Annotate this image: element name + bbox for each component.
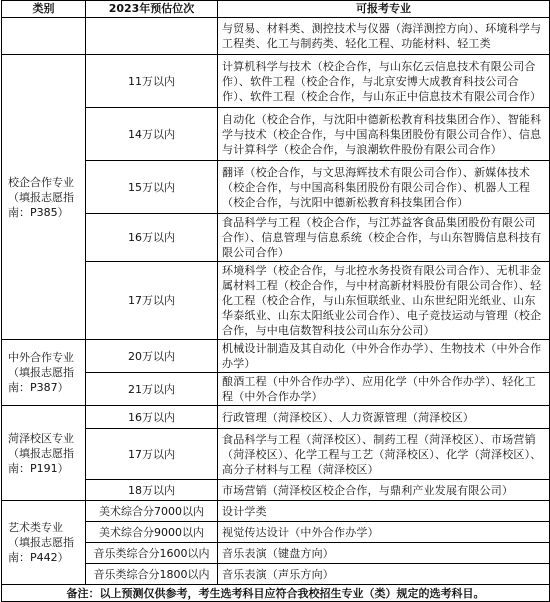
category-cell-school-enterprise: 校企合作专业（填报志愿指南：P385） (2, 55, 86, 340)
majors-cell: 食品科学与工程（校企合作，与江苏益客食品集团股份有限公司合作）、信息管理与信息系统（校企合作，与山东智腾信息科技有限公司合作） (218, 214, 550, 262)
majors-cell: 音乐表演（声乐方向） (218, 564, 550, 585)
majors-cell: 视觉传达设计（中外合作办学） (218, 522, 550, 543)
table-row (2, 340, 550, 373)
category-cell-heze: 菏泽校区专业（填报志愿指南：P191） (2, 406, 86, 501)
table-row (2, 406, 550, 429)
rank-cell: 美术综合分9000以内 (86, 522, 218, 543)
majors-cell: 设计学类 (218, 501, 550, 522)
majors-cell: 市场营销（菏泽校区校企合作，与鼎利产业发展有限公司） (218, 480, 550, 501)
table-row (2, 501, 550, 522)
majors-cell: 酿酒工程（中外合作办学）、应用化学（中外合作办学）、轻化工程（中外合作办学） (218, 373, 550, 406)
majors-cell: 行政管理（菏泽校区）、人力资源管理（菏泽校区） (218, 406, 550, 429)
table-note: 备注：以上预测仅供参考，考生选考科目应符合我校招生专业（类）规定的选考科目。 (2, 585, 550, 602)
majors-cell: 自动化（校企合作，与沈阳中德新松教育科技集团合作）、智能科学与技术（校企合作，与中国高科集团股份有限公司合作）、信息与计算科学（校企合作，与浪潮软件股份有限公司合作） (218, 108, 550, 161)
rank-cell: 18万以内 (86, 480, 218, 501)
admission-rank-table (1, 0, 550, 602)
majors-cell: 机械设计制造及其自动化（中外合作办学）、生物技术（中外合作办学） (218, 340, 550, 373)
rank-cell: 音乐类综合分1800以内 (86, 564, 218, 585)
majors-cell: 翻译（校企合作，与文思海辉技术有限公司合作）、新媒体技术（校企合作，与中国高科集团股份有限公司合作）、机器人工程（校企合作，与沈阳中德新松教育科技集团合作） (218, 161, 550, 214)
rank-cell-empty (86, 18, 218, 55)
table-note-row (2, 585, 550, 602)
rank-cell: 21万以内 (86, 373, 218, 406)
majors-cell: 食品科学与工程（菏泽校区）、制药工程（菏泽校区）、市场营销（菏泽校区）、化学工程与工艺（菏泽校区）、化学（菏泽校区）、高分子材料与工程（菏泽校区） (218, 429, 550, 480)
majors-cell: 音乐表演（键盘方向） (218, 543, 550, 564)
header-rank: 2023年预估位次 (86, 1, 218, 18)
majors-cell: 与贸易、材料类、测控技术与仪器（海洋测控方向）、环境科学与工程类、化工与制药类、轻化工程、功能材料、轻工类 (218, 18, 550, 55)
rank-cell: 14万以内 (86, 108, 218, 161)
rank-cell: 15万以内 (86, 161, 218, 214)
header-majors: 可报考专业 (218, 1, 550, 18)
table-row (2, 18, 550, 55)
rank-cell: 20万以内 (86, 340, 218, 373)
table-header-row (2, 1, 550, 18)
majors-cell: 计算机科学与技术（校企合作，与山东亿云信息技术有限公司合作）、软件工程（校企合作，与北京安博大成教育科技公司合作）、软件工程（校企合作，与山东正中信息技术有限公司合作） (218, 55, 550, 108)
category-cell-sino-foreign: 中外合作专业（填报志愿指南：P387） (2, 340, 86, 406)
category-cell-arts: 艺术类专业（填报志愿指南：P442） (2, 501, 86, 585)
rank-cell: 音乐类综合分1600以内 (86, 543, 218, 564)
rank-cell: 美术综合分7000以内 (86, 501, 218, 522)
rank-cell: 17万以内 (86, 262, 218, 340)
majors-cell: 环境科学（校企合作，与北控水务投资有限公司合作）、无机非金属材料工程（校企合作，与中材高新材料股份有限公司合作）、轻化工程（校企合作，与山东恒联纸业、山东世纪阳光纸业、山东华泰纸业、山东太阳纸业公司合作）、电子竞技运动与管理（校企合作，与中电信数智科技公司山东分公司） (218, 262, 550, 340)
header-category: 类别 (2, 1, 86, 18)
rank-cell: 16万以内 (86, 214, 218, 262)
rank-cell: 11万以内 (86, 55, 218, 108)
rank-cell: 16万以内 (86, 406, 218, 429)
category-cell-empty (2, 18, 86, 55)
rank-cell: 17万以内 (86, 429, 218, 480)
table-row (2, 55, 550, 108)
